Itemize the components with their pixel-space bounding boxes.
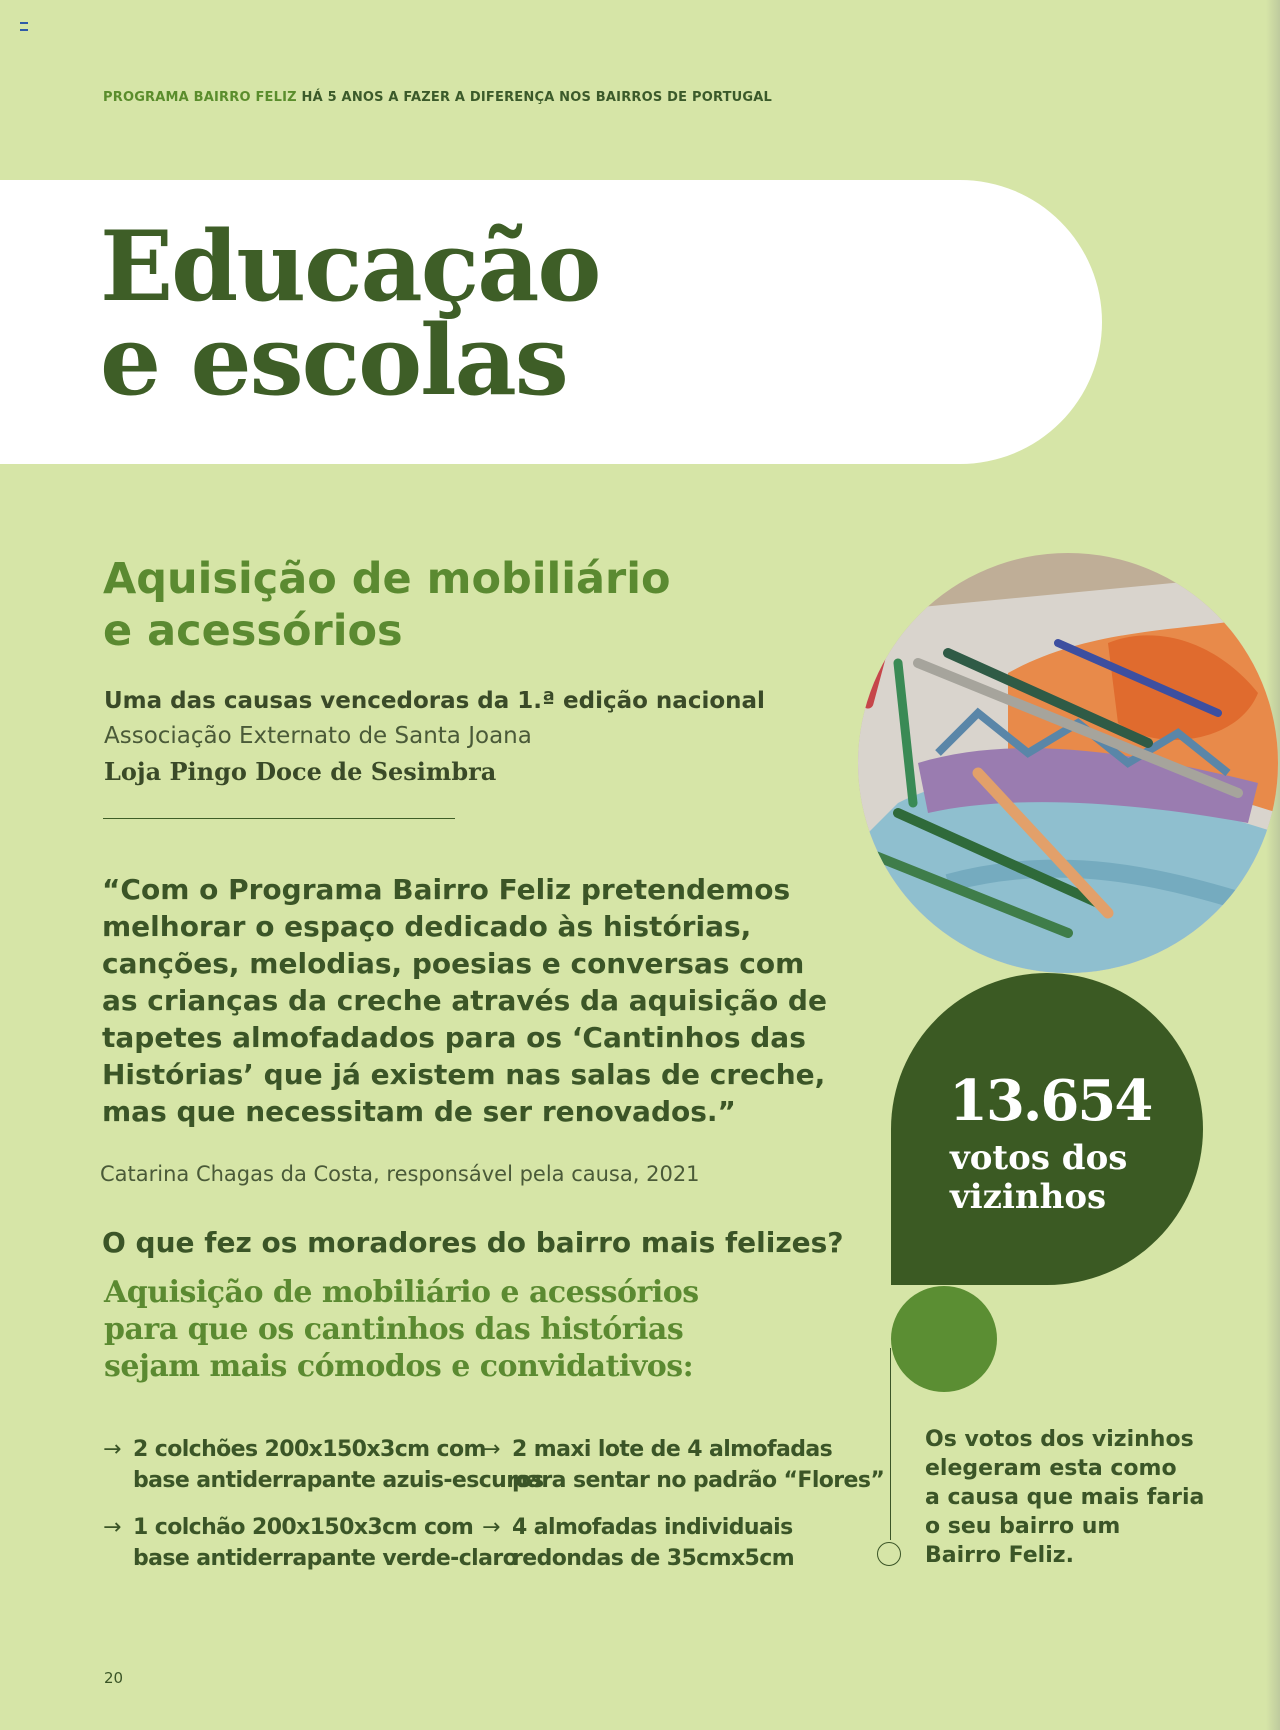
votes-label	[950, 1139, 1127, 1217]
quote-line: “Com o Programa Bairro Feliz pretendemos	[102, 873, 791, 906]
page-number: 20	[104, 1669, 124, 1687]
timeline-line	[890, 1348, 891, 1540]
arrow-right-icon: →	[482, 1437, 500, 1462]
page-title	[100, 210, 600, 417]
tagline-brand: PROGRAMA BAIRRO FELIZ	[103, 90, 297, 105]
page-title-line: Educação	[100, 210, 600, 323]
list-item-line: 4 almofadas individuais	[512, 1515, 793, 1540]
votes-label-line: vizinhos	[950, 1177, 1107, 1217]
votes-note-line: o seu bairro um	[925, 1514, 1121, 1539]
list-item-line: 1 colchão 200x150x3cm com	[133, 1515, 474, 1540]
page-edge-shadow	[1266, 0, 1280, 1730]
list-item-line: base antiderrapante azuis-escuros	[133, 1468, 544, 1493]
section-divider	[103, 818, 455, 819]
quote-line: melhorar o espaço dedicado às histórias,	[102, 910, 752, 943]
arrow-right-icon: →	[103, 1437, 121, 1462]
question-heading: O que fez os moradores do bairro mais felizes?	[102, 1226, 844, 1259]
list-item-line: 2 colchões 200x150x3cm com	[133, 1437, 486, 1462]
votes-label-line: votos dos	[950, 1138, 1128, 1178]
quote-line: canções, melodias, poesias e conversas com	[102, 947, 805, 980]
header-tagline	[103, 90, 772, 105]
answer-line: sejam mais cómodos e convidativos:	[104, 1349, 694, 1384]
list-item	[103, 1434, 544, 1498]
cause-title-line: Aquisição de mobiliário	[103, 554, 671, 604]
list-item-line: redondas de 35cmx5cm	[512, 1546, 795, 1571]
list-item-line: 2 maxi lote de 4 almofadas	[512, 1437, 833, 1462]
cause-store: Loja Pingo Doce de Sesimbra	[104, 757, 497, 786]
list-item	[482, 1512, 842, 1576]
quote-line: tapetes almofadados para os ‘Cantinhos das	[102, 1021, 806, 1054]
votes-note-line: a causa que mais faria	[925, 1485, 1205, 1510]
arrow-right-icon: →	[482, 1515, 500, 1540]
cause-quote	[102, 871, 827, 1130]
pencils-photo	[858, 553, 1278, 973]
votes-note-line: Bairro Feliz.	[925, 1543, 1074, 1568]
decorative-circle	[891, 1286, 997, 1392]
answer-text	[104, 1274, 699, 1385]
tagline-rest: HÁ 5 ANOS A FAZER A DIFERENÇA NOS BAIRROS DE PORTUGAL	[301, 90, 773, 105]
cause-association: Associação Externato de Santa Joana	[104, 723, 532, 749]
quote-line: mas que necessitam de ser renovados.”	[102, 1095, 736, 1128]
page-title-line: e escolas	[100, 304, 567, 417]
quote-line: as crianças da creche através da aquisição de	[102, 984, 827, 1017]
list-item	[482, 1434, 885, 1498]
quote-attribution: Catarina Chagas da Costa, responsável pela causa, 2021	[100, 1162, 700, 1186]
cause-subtitle: Uma das causas vencedoras da 1.ª edição nacional	[104, 688, 765, 714]
quote-line: Histórias’ que já existem nas salas de creche,	[102, 1058, 826, 1091]
menu-icon[interactable]	[20, 22, 28, 31]
cause-title	[103, 553, 671, 657]
list-item	[103, 1512, 518, 1576]
answer-line: para que os cantinhos das histórias	[104, 1312, 684, 1347]
votes-note	[925, 1425, 1204, 1570]
votes-count: 13.654	[949, 1068, 1152, 1134]
list-item-line: para sentar no padrão “Flores”	[512, 1468, 885, 1493]
votes-note-line: elegeram esta como	[925, 1456, 1177, 1481]
cause-title-line: e acessórios	[103, 606, 403, 656]
answer-line: Aquisição de mobiliário e acessórios	[104, 1275, 699, 1310]
timeline-node-icon	[877, 1542, 901, 1566]
arrow-right-icon: →	[103, 1515, 121, 1540]
votes-note-line: Os votos dos vizinhos	[925, 1427, 1194, 1452]
list-item-line: base antiderrapante verde-claro	[133, 1546, 518, 1571]
